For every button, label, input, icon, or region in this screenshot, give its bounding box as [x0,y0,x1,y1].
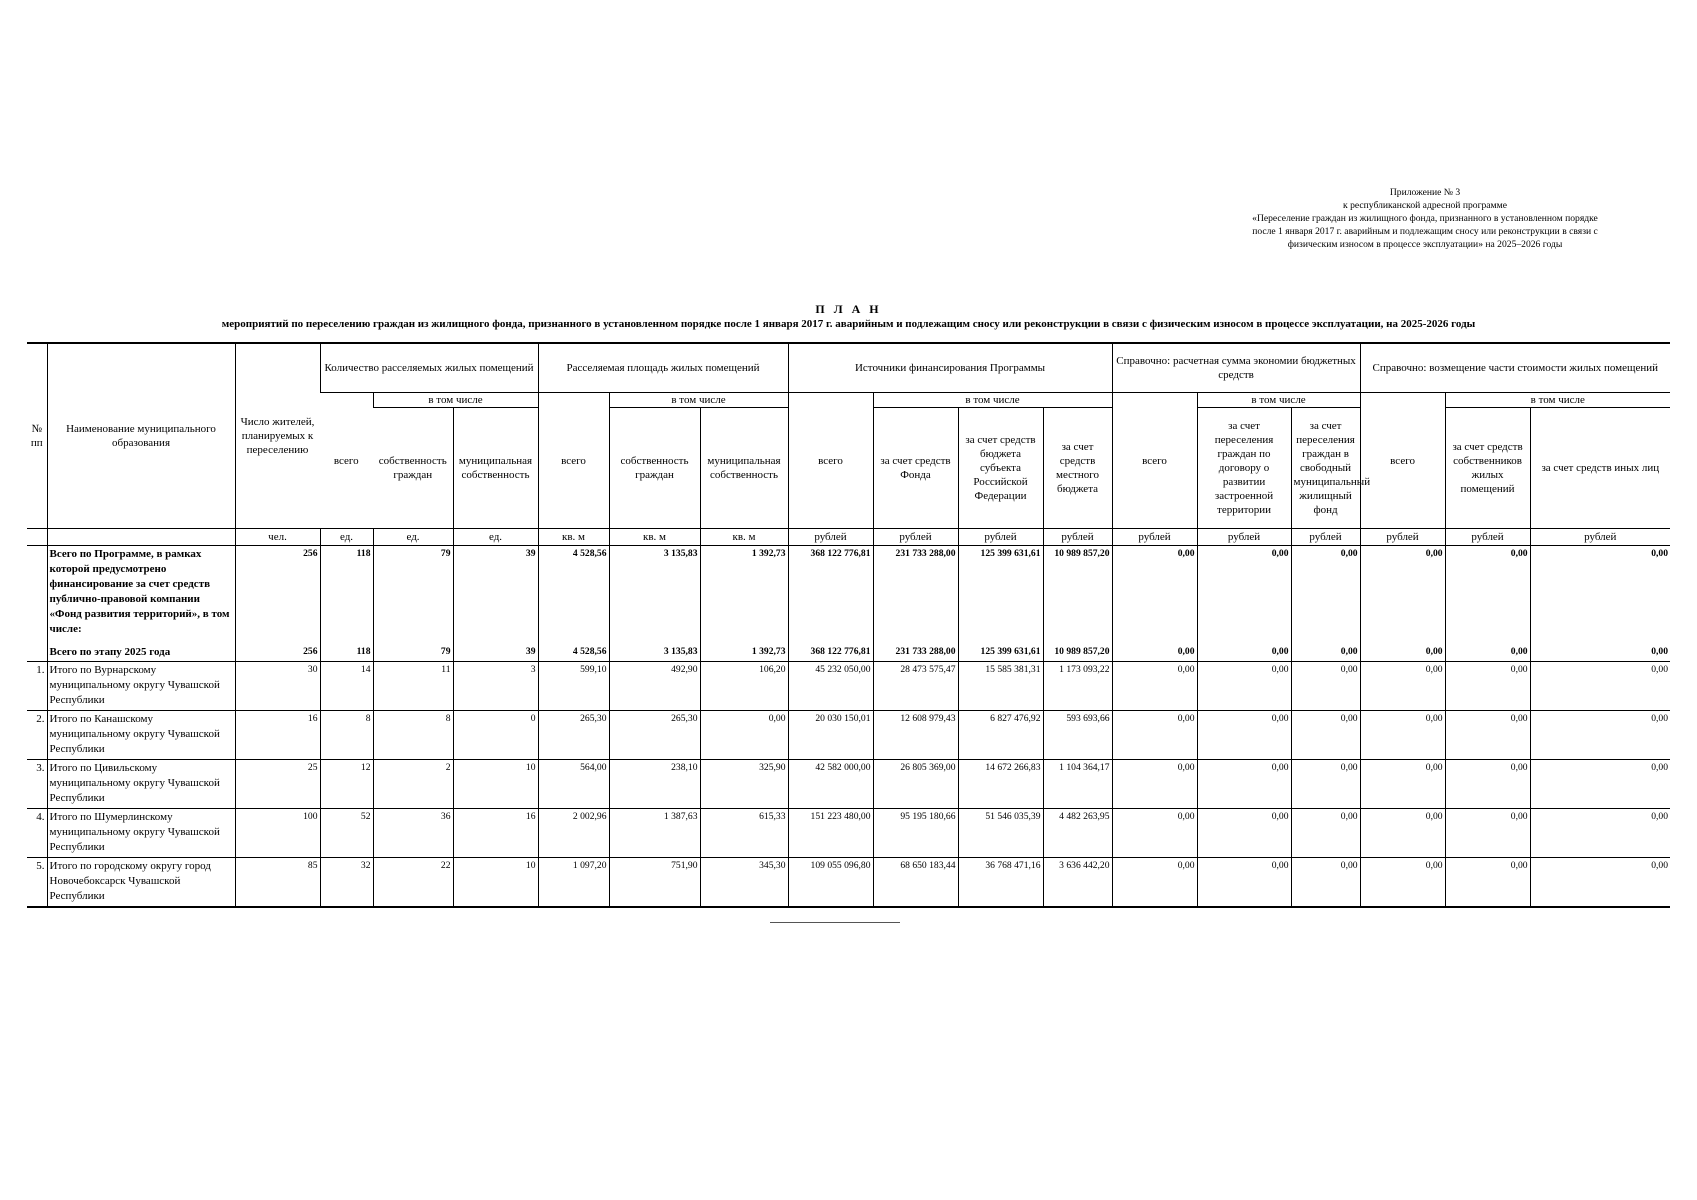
value-cell: 0,00 [1197,662,1291,711]
value-cell: 118 [320,644,373,662]
value-cell: 593 693,66 [1043,711,1112,760]
value-cell: 39 [453,546,538,645]
value-cell: 0,00 [1530,644,1670,662]
value-cell: 0,00 [1291,809,1360,858]
value-cell: 1 392,73 [700,644,788,662]
row-number: 3. [27,760,47,809]
value-cell: 265,30 [538,711,609,760]
header-including: в том числе [609,393,788,408]
municipality-row [27,760,1670,809]
value-cell: 0,00 [1291,644,1360,662]
municipality-name: Итого по Вурнарскому муниципальному округу Чувашской Республики [47,662,235,711]
value-cell: 0,00 [1360,809,1445,858]
value-cell: 79 [373,546,453,645]
value-cell: 22 [373,858,453,908]
value-cell: 0,00 [1445,858,1530,908]
value-cell: 1 387,63 [609,809,700,858]
value-cell: 10 989 857,20 [1043,546,1112,645]
value-cell: 0,00 [1291,760,1360,809]
unit-cell: ед. [453,529,538,546]
value-cell: 0,00 [1291,711,1360,760]
unit-cell: кв. м [538,529,609,546]
value-cell: 45 232 050,00 [788,662,873,711]
value-cell: 52 [320,809,373,858]
stage-total-row [27,644,1670,662]
value-cell: 0,00 [1360,546,1445,645]
value-cell: 0,00 [1112,711,1197,760]
value-cell: 0,00 [1112,760,1197,809]
value-cell: 20 030 150,01 [788,711,873,760]
appendix-line: «Переселение граждан из жилищного фонда, признанного в установленном порядке [1252,213,1598,224]
unit-cell: ед. [373,529,453,546]
value-cell: 0,00 [1360,644,1445,662]
value-cell: 4 482 263,95 [1043,809,1112,858]
header-economy-contract: за счет переселения граждан по договору о развитии застроенной территории [1197,408,1291,529]
unit-cell: рублей [1043,529,1112,546]
unit-cell: рублей [1530,529,1670,546]
value-cell: 256 [235,546,320,645]
row-number [27,644,47,662]
value-cell: 0,00 [1445,644,1530,662]
value-cell: 8 [320,711,373,760]
header-count-total: всего [320,393,373,529]
value-cell: 0,00 [1112,644,1197,662]
header-residents: Число жителей, планируемых к переселению [235,343,320,529]
municipality-row [27,809,1670,858]
value-cell: 231 733 288,00 [873,546,958,645]
value-cell: 85 [235,858,320,908]
value-cell: 0,00 [1445,662,1530,711]
row-number: 2. [27,711,47,760]
municipality-row [27,858,1670,908]
value-cell: 14 672 266,83 [958,760,1043,809]
header-reimbursement-owners: за счет средств собственников жилых помещений [1445,408,1530,529]
unit-cell: рублей [873,529,958,546]
value-cell: 4 528,56 [538,546,609,645]
value-cell: 42 582 000,00 [788,760,873,809]
value-cell: 238,10 [609,760,700,809]
municipality-name: Итого по Шумерлинскому муниципальному округу Чувашской Республики [47,809,235,858]
value-cell: 10 [453,760,538,809]
value-cell: 368 122 776,81 [788,546,873,645]
value-cell: 0,00 [1291,858,1360,908]
value-cell: 564,00 [538,760,609,809]
value-cell: 79 [373,644,453,662]
header-citizens-property: собственность граждан [378,455,447,481]
value-cell: 0,00 [1445,546,1530,645]
municipality-name: Всего по Программе, в рамках которой предусмотрено финансирование за счет средств публично-правовой компании «Фонд развития территорий», в том числе: [47,546,235,645]
header-citizens-property: собственность граждан [609,408,700,529]
header-subject-budget: за счет средств бюджета субъекта Российской Федерации [958,408,1043,529]
header-local-budget: за счет средств местного бюджета [1043,408,1112,529]
municipality-name: Итого по Цивильскому муниципальному округу Чувашской Республики [47,760,235,809]
value-cell: 0,00 [1112,858,1197,908]
value-cell: 0,00 [1445,809,1530,858]
value-cell: 95 195 180,66 [873,809,958,858]
value-cell: 0,00 [1360,858,1445,908]
municipality-name: Всего по этапу 2025 года [47,644,235,662]
value-cell: 30 [235,662,320,711]
header-finance-total: всего [788,393,873,529]
value-cell: 3 135,83 [609,644,700,662]
value-cell: 36 [373,809,453,858]
value-cell: 12 608 979,43 [873,711,958,760]
header-including: в том числе [1445,393,1670,408]
value-cell: 25 [235,760,320,809]
header-area-group: Расселяемая площадь жилых помещений [538,343,788,393]
value-cell: 256 [235,644,320,662]
value-cell: 0,00 [1445,760,1530,809]
units-row [27,529,1670,546]
value-cell: 10 [453,858,538,908]
value-cell: 0,00 [1530,662,1670,711]
plan-subtitle: мероприятий по переселению граждан из жилищного фонда, признанного в установленном порядке после 1 января 2017 г. аварийным и подлежащим сносу или реконструкции в связи с физическим износом в процессе эксплуатации, на 2025-2026 годы [221,318,1476,330]
value-cell: 0,00 [700,711,788,760]
value-cell: 3 135,83 [609,546,700,645]
header-reimbursement-others: за счет средств иных лиц [1530,408,1670,529]
header-reimbursement-total: всего [1360,393,1445,529]
value-cell: 0,00 [1197,546,1291,645]
value-cell: 3 [453,662,538,711]
value-cell: 0,00 [1530,858,1670,908]
unit-cell: кв. м [609,529,700,546]
header-num: № пп [27,343,47,529]
value-cell: 0,00 [1445,711,1530,760]
value-cell: 16 [453,809,538,858]
value-cell: 125 399 631,61 [958,546,1043,645]
value-cell: 106,20 [700,662,788,711]
value-cell: 0,00 [1360,711,1445,760]
value-cell: 125 399 631,61 [958,644,1043,662]
value-cell: 4 528,56 [538,644,609,662]
header-finance-group: Источники финансирования Программы [788,343,1112,393]
value-cell: 14 [320,662,373,711]
value-cell: 1 392,73 [700,546,788,645]
value-cell: 492,90 [609,662,700,711]
value-cell: 0,00 [1112,809,1197,858]
appendix-line: после 1 января 2017 г. аварийным и подлежащим сносу или реконструкции в связи с [1252,226,1598,237]
value-cell: 751,90 [609,858,700,908]
value-cell: 8 [373,711,453,760]
header-municipal-property: муниципальная собственность [453,408,538,529]
value-cell: 51 546 035,39 [958,809,1043,858]
header-area-total: всего [538,393,609,529]
header-count-group: Количество расселяемых жилых помещений [320,343,538,393]
value-cell: 0,00 [1360,662,1445,711]
value-cell: 0,00 [1112,546,1197,645]
value-cell: 118 [320,546,373,645]
signature-line [770,922,900,923]
unit-cell: чел. [235,529,320,546]
unit-cell: рублей [1360,529,1445,546]
municipality-name: Итого по Канашскому муниципальному округу Чувашской Республики [47,711,235,760]
municipality-row [27,711,1670,760]
value-cell: 2 [373,760,453,809]
value-cell: 368 122 776,81 [788,644,873,662]
value-cell: 615,33 [700,809,788,858]
value-cell: 0,00 [1197,858,1291,908]
value-cell: 6 827 476,92 [958,711,1043,760]
header-economy-group: Справочно: расчетная сумма экономии бюджетных средств [1112,343,1360,393]
plan-table [27,342,1670,908]
unit-cell: рублей [1291,529,1360,546]
value-cell: 0,00 [1530,809,1670,858]
value-cell: 0,00 [1197,644,1291,662]
unit-cell: рублей [958,529,1043,546]
value-cell: 265,30 [609,711,700,760]
plan-title: П Л А Н [815,302,882,316]
value-cell: 100 [235,809,320,858]
value-cell: 345,30 [700,858,788,908]
value-cell: 1 104 364,17 [1043,760,1112,809]
appendix-line: к республиканской адресной программе [1343,200,1507,211]
unit-cell: рублей [788,529,873,546]
unit-cell: рублей [1112,529,1197,546]
row-number: 5. [27,858,47,908]
value-cell: 16 [235,711,320,760]
value-cell: 0,00 [1291,662,1360,711]
value-cell: 599,10 [538,662,609,711]
value-cell: 2 002,96 [538,809,609,858]
header-including: в том числе [1197,393,1360,408]
value-cell: 32 [320,858,373,908]
unit-cell: кв. м [700,529,788,546]
header-economy-total: всего [1112,393,1197,529]
value-cell: 36 768 471,16 [958,858,1043,908]
appendix-line: физическим износом в процессе эксплуатации» на 2025–2026 годы [1287,239,1563,250]
appendix-line: Приложение № 3 [1389,187,1461,198]
appendix-note [1180,186,1670,251]
value-cell: 0,00 [1360,760,1445,809]
unit-cell: ед. [320,529,373,546]
value-cell: 12 [320,760,373,809]
municipality-row [27,662,1670,711]
value-cell: 0,00 [1197,760,1291,809]
value-cell: 109 055 096,80 [788,858,873,908]
value-cell: 39 [453,644,538,662]
unit-cell: рублей [1197,529,1291,546]
header-reimbursement-group: Справочно: возмещение части стоимости жилых помещений [1360,343,1670,393]
header-fund: за счет средств Фонда [873,408,958,529]
value-cell: 151 223 480,00 [788,809,873,858]
header-economy-free-fund: за счет переселения граждан в свободный муниципальный жилищный фонд [1291,408,1360,529]
unit-cell: рублей [1445,529,1530,546]
value-cell: 231 733 288,00 [873,644,958,662]
value-cell: 1 097,20 [538,858,609,908]
value-cell: 3 636 442,20 [1043,858,1112,908]
header-including: в том числе [373,393,538,408]
value-cell: 28 473 575,47 [873,662,958,711]
row-number: 4. [27,809,47,858]
value-cell: 0,00 [1530,546,1670,645]
row-number [27,546,47,645]
value-cell: 68 650 183,44 [873,858,958,908]
value-cell: 0,00 [1530,760,1670,809]
header-name: Наименование муниципального образования [47,343,235,529]
row-number: 1. [27,662,47,711]
value-cell: 1 173 093,22 [1043,662,1112,711]
header-municipal-property: муниципальная собственность [700,408,788,529]
value-cell: 0,00 [1197,711,1291,760]
municipality-name: Итого по городскому округу город Новочебоксарск Чувашской Республики [47,858,235,908]
value-cell: 0,00 [1197,809,1291,858]
header-including: в том числе [873,393,1112,408]
value-cell: 0,00 [1112,662,1197,711]
program-total-row [27,546,1670,645]
value-cell: 15 585 381,31 [958,662,1043,711]
value-cell: 0,00 [1291,546,1360,645]
value-cell: 0,00 [1530,711,1670,760]
value-cell: 0 [453,711,538,760]
value-cell: 325,90 [700,760,788,809]
value-cell: 10 989 857,20 [1043,644,1112,662]
value-cell: 26 805 369,00 [873,760,958,809]
value-cell: 11 [373,662,453,711]
